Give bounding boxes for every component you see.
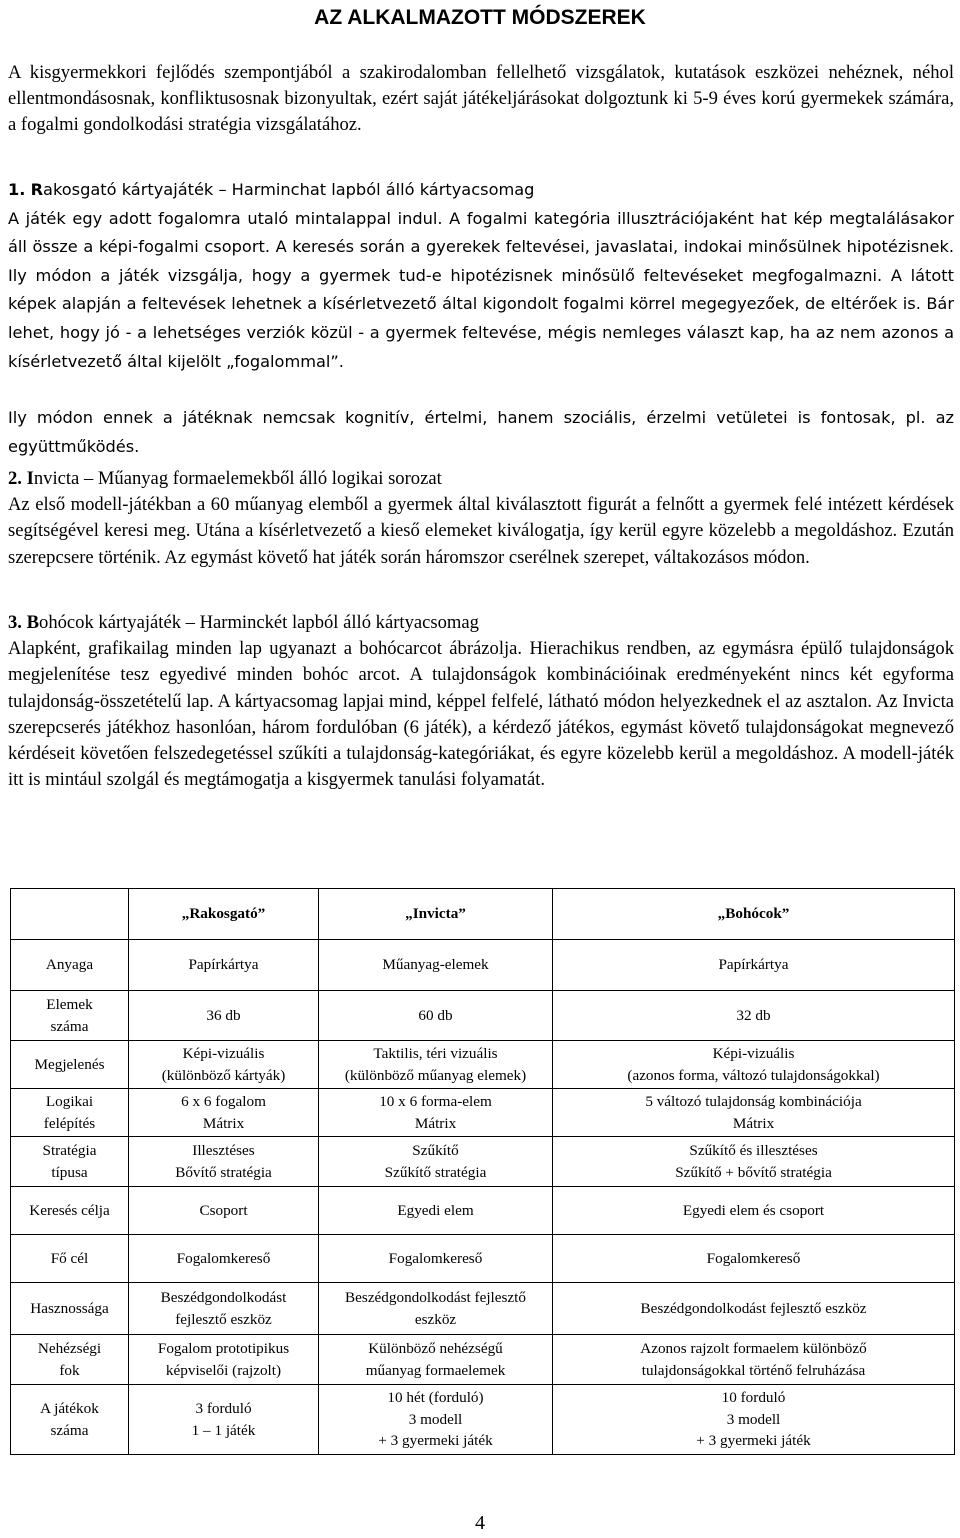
table-row (11, 991, 955, 1041)
section-3-number: 3. (8, 612, 22, 633)
section-2 (8, 466, 954, 571)
table-cell: Csoport (129, 1187, 319, 1235)
table-row (11, 1187, 955, 1235)
table-header-cell: „Bohócok” (553, 889, 955, 940)
table-header-row (11, 889, 955, 940)
table-cell: Azonos rajzolt formaelem különböző tulajdonságokkal történő felruházása (553, 1335, 955, 1385)
table-cell: Elemek száma (11, 991, 129, 1041)
section-1-initial: R (30, 180, 44, 199)
table-cell: Taktilis, téri vizuális (különböző műanyag elemek) (319, 1041, 553, 1089)
table-cell: Fogalomkereső (129, 1235, 319, 1283)
section-2-number: 2. (8, 468, 22, 489)
section-2-initial: I (26, 468, 34, 489)
table-cell: Fogalomkereső (553, 1235, 955, 1283)
table-row (11, 1041, 955, 1089)
table-cell: 10 x 6 forma-elem Mátrix (319, 1089, 553, 1137)
section-3 (8, 610, 954, 793)
table-cell: Papírkártya (553, 940, 955, 991)
table-cell: Egyedi elem (319, 1187, 553, 1235)
table-cell: Keresés célja (11, 1187, 129, 1235)
section-1-number: 1. (8, 180, 26, 199)
table-cell: Fogalom prototipikus képviselői (rajzolt) (129, 1335, 319, 1385)
table-header-cell (11, 889, 129, 940)
section-3-initial: B (26, 612, 40, 633)
table-cell: Szűkítő Szűkítő stratégia (319, 1137, 553, 1187)
table-row (11, 1137, 955, 1187)
section-1 (8, 176, 954, 376)
table-cell: A játékok száma (11, 1385, 129, 1455)
table-cell: 32 db (553, 991, 955, 1041)
section-2-heading (8, 466, 954, 492)
section-3-heading (8, 610, 954, 636)
table-cell: 5 változó tulajdonság kombinációja Mátrix (553, 1089, 955, 1137)
table-cell: 10 hét (forduló) 3 modell + 3 gyermeki játék (319, 1385, 553, 1455)
table-row (11, 1385, 955, 1455)
table-row (11, 1335, 955, 1385)
section-1-body-2: Ily módon ennek a játéknak nemcsak kognitív, értelmi, hanem szociális, érzelmi vetületei is fontosak, pl. az együttműködés. (8, 408, 954, 456)
table-cell: Egyedi elem és csoport (553, 1187, 955, 1235)
section-1-heading (8, 176, 954, 205)
comparison-table (10, 888, 955, 1455)
table-cell: Papírkártya (129, 940, 319, 991)
table-cell: Logikai felépítés (11, 1089, 129, 1137)
table-cell: Stratégia típusa (11, 1137, 129, 1187)
table-cell: Szűkítő és illesztéses Szűkítő + bővítő stratégia (553, 1137, 955, 1187)
table-cell: Illesztéses Bővítő stratégia (129, 1137, 319, 1187)
table-cell: Nehézségi fok (11, 1335, 129, 1385)
table-cell: Beszédgondolkodást fejlesztő eszköz (319, 1283, 553, 1335)
table-cell: Műanyag-elemek (319, 940, 553, 991)
table-cell: 60 db (319, 991, 553, 1041)
table-row (11, 1235, 955, 1283)
table-row (11, 1283, 955, 1335)
section-2-body: Az első modell-játékban a 60 műanyag elemből a gyermek által kiválasztott figurát a felnőtt a gyermek felé intézett kérdések segítségével keresi meg. Utána a kísérletvezető a kieső elemeket kiválogatja, így kerül egyre közelebb a megoldáshoz. Ezután szerepcsere történik. Az egymást követő hat játék során háromszor cserélnek szerepet, váltakozásos módon. (8, 494, 954, 568)
page-title: AZ ALKALMAZOTT MÓDSZEREK (314, 6, 646, 29)
table-cell: Megjelenés (11, 1041, 129, 1089)
table-cell: 10 forduló 3 modell + 3 gyermeki játék (553, 1385, 955, 1455)
table-row (11, 940, 955, 991)
section-1-body: A játék egy adott fogalomra utaló mintalappal indul. A fogalmi kategória illusztrációjaként hat kép megtalálásakor áll össze a képi-fogalmi csoport. A keresés során a gyerekek feltevései, javaslatai, indokai minősülnek hipotézisnek. Ily módon a játék vizsgálja, hogy a gyermek tud-e hipotézisnek minősülő feltevéseket megfogalmazni. A látott képek alapján a feltevések lehetnek a kísérletvezető által kigondolt fogalmi körrel megegyezőek, de eltérőek is. Bár lehet, hogy jó - a lehetséges verziók közül - a gyermek feltevése, mégis nemleges választ kap, ha az nem azonos a kísérletvezető által kijelölt „fogalommal”. (8, 208, 954, 371)
table-cell: 3 forduló 1 – 1 játék (129, 1385, 319, 1455)
table-cell: Beszédgondolkodást fejlesztő eszköz (129, 1283, 319, 1335)
table-cell: 6 x 6 fogalom Mátrix (129, 1089, 319, 1137)
table-cell: Hasznossága (11, 1283, 129, 1335)
table-cell: Fő cél (11, 1235, 129, 1283)
section-2-title: nvicta – Műanyag formaelemekből álló logikai sorozat (33, 468, 442, 489)
table-cell: 36 db (129, 991, 319, 1041)
table-cell: Képi-vizuális (azonos forma, változó tulajdonságokkal) (553, 1041, 955, 1089)
table-cell: Fogalomkereső (319, 1235, 553, 1283)
table-header-cell: „Rakosgató” (129, 889, 319, 940)
table-header-cell: „Invicta” (319, 889, 553, 940)
section-1-title: akosgató kártyajáték – Harminchat lapból álló kártyacsomag (43, 180, 535, 199)
page-number: 4 (475, 1512, 485, 1534)
table-row (11, 1089, 955, 1137)
table-cell: Képi-vizuális (különböző kártyák) (129, 1041, 319, 1089)
table-cell: Beszédgondolkodást fejlesztő eszköz (553, 1283, 955, 1335)
table-cell: Különböző nehézségű műanyag formaelemek (319, 1335, 553, 1385)
section-3-body: Alapként, grafikailag minden lap ugyanazt a bohócarcot ábrázolja. Hierachikus rendben, az egymásra épülő tulajdonságok megjelenítése tesz egyedivé minden bohóc arcot. A tulajdonságok kombinációinak eredményeként nincs két egyforma tulajdonság-összetételű lap. A kártyacsomag lapjai mind, képpel felfelé, látható módon helyezkednek el az asztalon. Az Invicta szerepcserés játékhoz hasonlóan, három fordulóban (6 játék), a kérdező játékos, egymást követő tulajdonságokat megnevező kérdéseit követően felszedegetéssel szűkíti a tulajdonság-kategóriákat, és egyre közelebb kerül a megoldáshoz. A modell-játék itt is mintául szolgál és megtámogatja a kisgyermek tanulási folyamatát. (8, 638, 954, 791)
intro-paragraph: A kisgyermekkori fejlődés szempontjából a szakirodalomban fellelhető vizsgálatok, kutatások eszközei nehéznek, néhol ellentmondásosnak, konfliktusosnak bizonyultak, ezért saját játékeljárásokat dolgoztunk ki 5-9 éves korú gyermekek számára, a fogalmi gondolkodási stratégia vizsgálatához. (8, 62, 954, 136)
section-3-title: ohócok kártyajáték – Harminckét lapból álló kártyacsomag (39, 612, 479, 633)
table-cell: Anyaga (11, 940, 129, 991)
